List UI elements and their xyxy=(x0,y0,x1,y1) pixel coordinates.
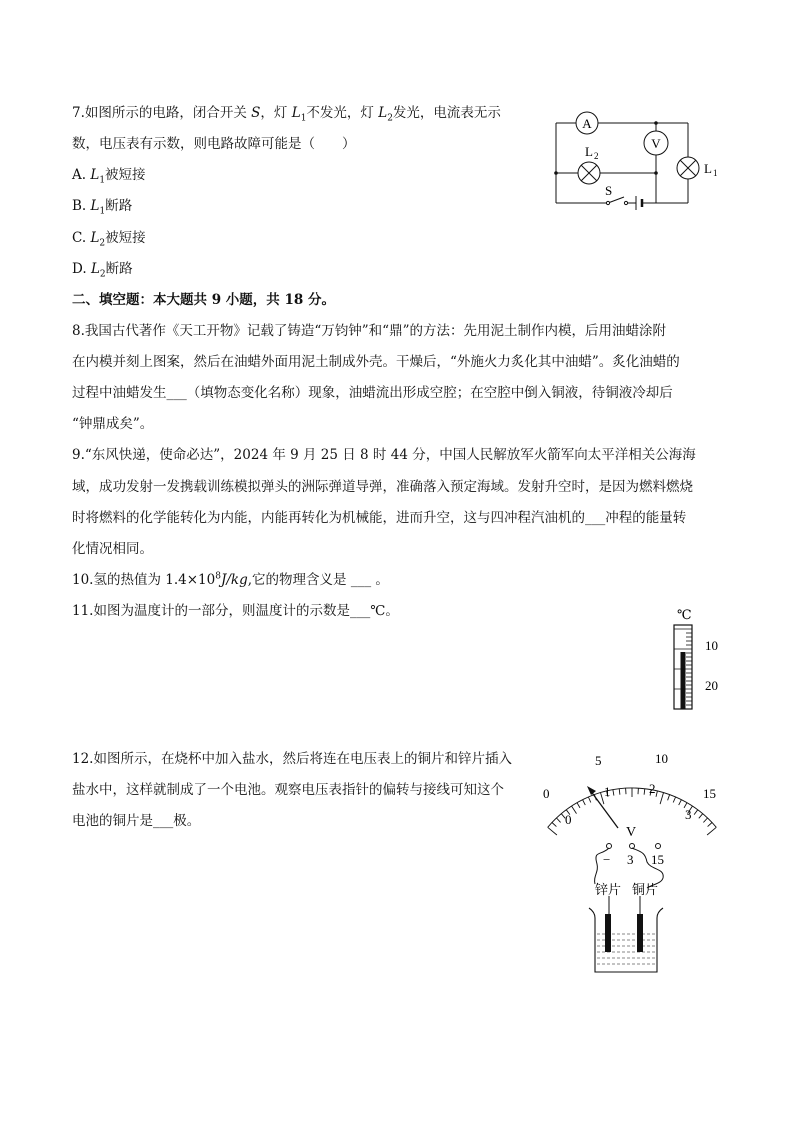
q8-line-3: 过程中油蜡发生___（填物态变化名称）现象，油蜡流出形成空腔；在空腔中倒入铜液，待铜液冷却后 xyxy=(72,385,673,401)
dial-tick xyxy=(552,823,556,827)
q8-line-4: “钟鼎成矣”。 xyxy=(72,416,154,432)
q10-line: 10.氢的热值为 $1.4\times 10^8J/kg$,它的物理含义是 ___ 。 xyxy=(72,571,389,588)
q8-line-1: 8.我国古代著作《天工开物》记载了铸造“万钧钟”和“鼎”的方法：先用泥土制作内模，后用油蜡涂附 xyxy=(72,323,666,339)
lamp-l2-label: L xyxy=(585,144,593,159)
lamp-l1-sub: 1 xyxy=(713,168,718,178)
q7-line-2: 数，电压表有示数，则电路故障可能是（ ） xyxy=(72,136,356,152)
lamp-l1-label: L xyxy=(704,161,712,176)
q9-line-3: 时将燃料的化学能转化为内能，内能再转化为机械能，进而升空，这与四冲程汽油机的___冲程的能量转 xyxy=(72,510,687,526)
q7-option-c: C. $L_2$被短接 xyxy=(72,230,146,249)
meter-label: V xyxy=(626,825,637,840)
q12-line-1: 12.如图所示，在烧杯中加入盐水，然后将连在电压表上的铜片和锌片插入 xyxy=(72,751,512,767)
q7-option-a: A. $L_1$被短接 xyxy=(72,167,146,186)
switch-label: S xyxy=(605,183,613,198)
q7-option-d: D. $L_2$断路 xyxy=(72,261,133,280)
dial-tick xyxy=(707,827,716,835)
q9-line-4: 化情况相同。 xyxy=(72,541,153,557)
dial-tick xyxy=(699,814,703,819)
scale-inner-1: 1 xyxy=(604,784,611,799)
q12-line-3: 电池的铜片是___极。 xyxy=(72,813,201,829)
voltmeter-battery-figure xyxy=(535,748,735,978)
dial-tick xyxy=(557,818,561,822)
scale-outer-10: 10 xyxy=(655,751,668,766)
dial-tick xyxy=(668,795,670,801)
dial-tick xyxy=(656,791,657,797)
lamp-l2-sub: 2 xyxy=(594,151,599,161)
section-heading: 二、填空题：本大题共 9 小题，共 18 分。 xyxy=(72,292,335,308)
terminal-negative: − xyxy=(603,852,611,867)
thermometer-label-20: 20 xyxy=(705,678,718,693)
q12-line-2: 盐水中，这样就制成了一个电池。观察电压表指针的偏转与接线可知这个 xyxy=(72,782,504,798)
scale-inner-2: 2 xyxy=(649,781,656,796)
terminal-3: 3 xyxy=(627,852,634,867)
dial-tick xyxy=(572,806,577,814)
dial-tick xyxy=(694,810,698,815)
scale-inner-3: 3 xyxy=(685,807,692,822)
thermometer-label-10: 10 xyxy=(705,638,718,653)
q7-line-1: 7.如图所示的电路，闭合开关 S，灯 $L_1$不发光，灯 $L_2$发光，电流表无示 xyxy=(72,105,501,124)
scale-outer-5: 5 xyxy=(595,753,602,768)
thermometer-unit: ℃ xyxy=(677,607,692,622)
thermometer-figure xyxy=(668,605,728,711)
dial-tick xyxy=(619,789,620,795)
dial-tick xyxy=(679,800,682,805)
q8-line-2: 在内模并刻上图案，然后在油蜡外面用泥土制成外壳。干燥后，“外施火力炙化其中油蜡”。炙化油蜡的 xyxy=(72,354,680,370)
dial-tick xyxy=(548,827,557,835)
zinc-label: 锌片 xyxy=(595,882,622,897)
q9-line-2: 域，成功发射一发携载训练模拟弹头的洲际弹道导弹，准确落入预定海域。发射升空时，是因为燃料燃烧 xyxy=(72,479,693,495)
dial-tick xyxy=(644,789,645,795)
copper-label: 铜片 xyxy=(632,882,659,897)
dial-tick xyxy=(708,823,712,827)
voltmeter-label: V xyxy=(651,136,661,151)
copper-plate xyxy=(637,914,643,952)
q11-line: 11.如图为温度计的一部分，则温度计的示数是___℃。 xyxy=(72,603,399,619)
dial-tick xyxy=(588,797,590,803)
q9-line-1: 9.“东风快递，使命必达”，2024 年 9 月 25 日 8 时 44 分，中国人民解放军火箭军向太平洋相关公海海 xyxy=(72,447,696,463)
terminal-15: 15 xyxy=(651,852,664,867)
needle-arrow xyxy=(587,786,596,795)
scale-outer-0: 0 xyxy=(543,786,550,801)
dial-tick xyxy=(583,800,586,805)
circuit-diagram xyxy=(550,103,730,213)
scale-inner-0: 0 xyxy=(565,812,572,827)
ammeter-label: A xyxy=(582,116,592,131)
zinc-plate xyxy=(605,914,611,952)
dial-tick xyxy=(673,797,675,803)
dial-tick xyxy=(577,803,580,808)
dial-tick xyxy=(660,793,663,805)
dial-tick xyxy=(613,790,614,796)
dial-tick xyxy=(703,818,707,822)
q7-option-b: B. $L_1$断路 xyxy=(72,198,133,217)
scale-outer-15: 15 xyxy=(703,786,716,801)
